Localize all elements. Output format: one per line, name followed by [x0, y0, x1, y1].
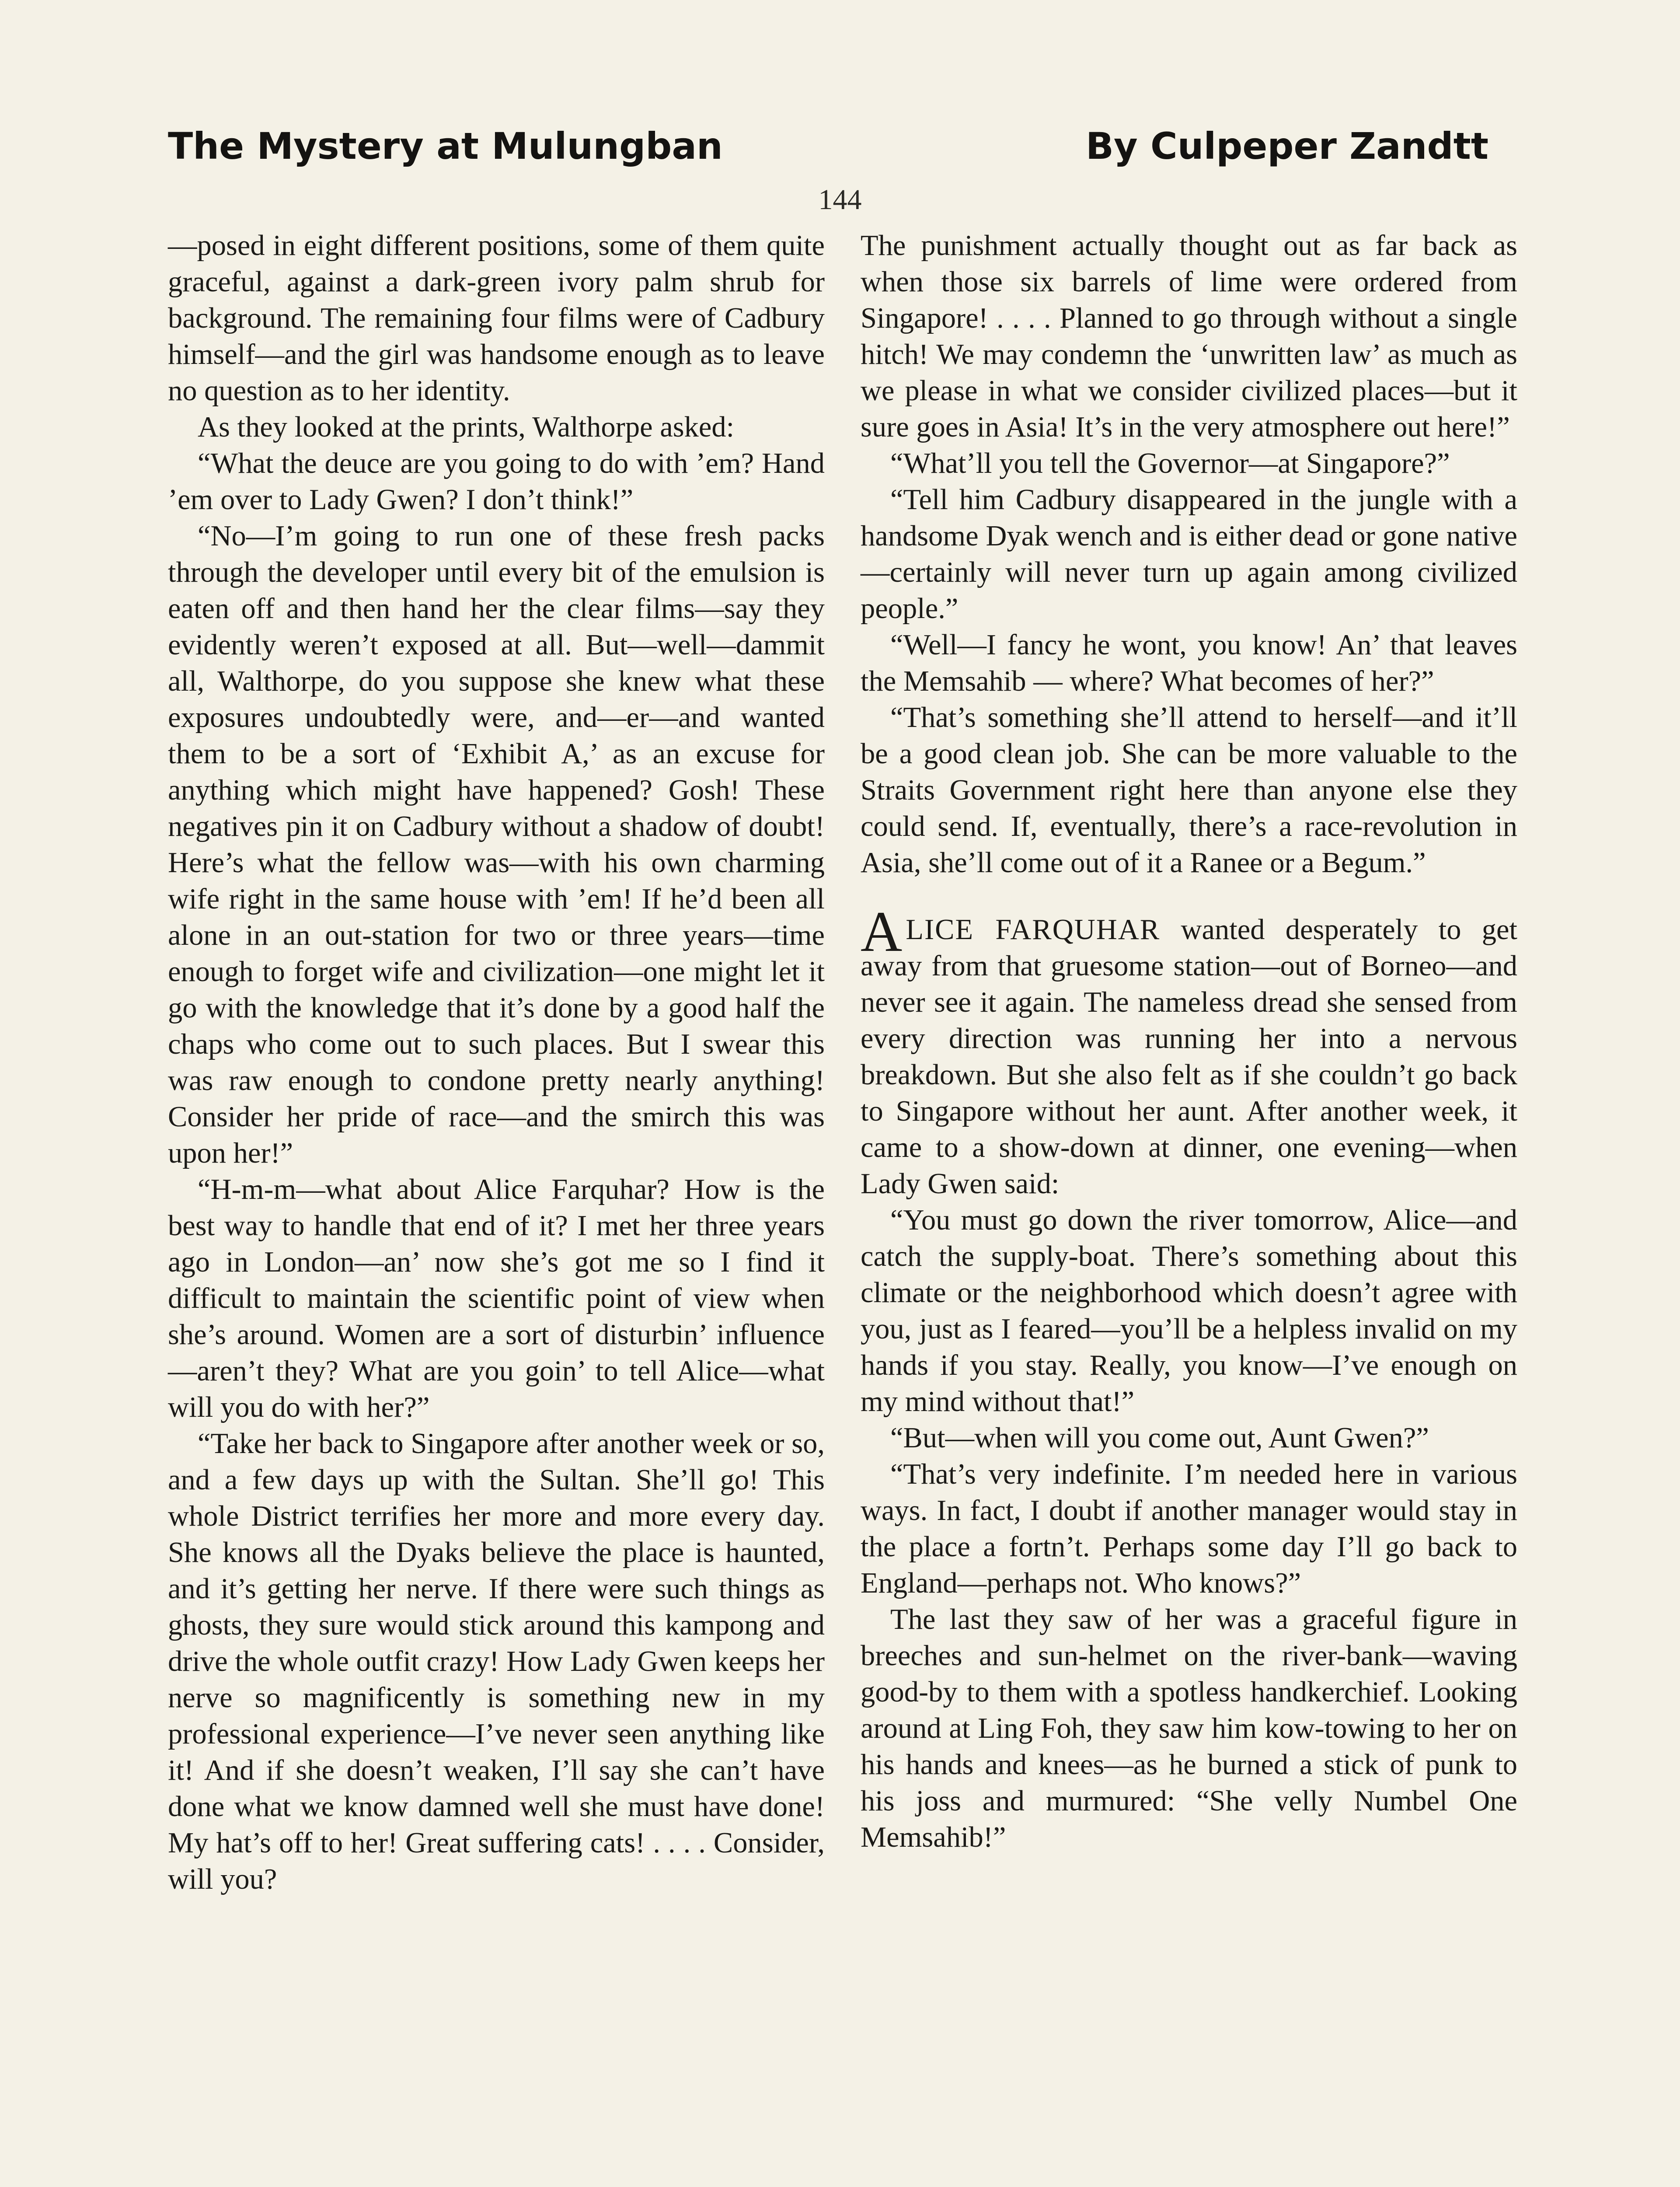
left-column: [168, 227, 825, 1897]
page-number: 144: [818, 184, 862, 216]
paragraph: “No—I’m going to run one of these fresh packs through the developer until every bit of the emulsion is eaten off and then hand her the clear films—say they evidently weren’t exposed at all. But—well—dammit all, Walthorpe, do you suppose she knew what these exposures undoubtedly were, and—er—and wanted them to be a sort of ‘Exhibit A,’ as an excuse for anything which might have happened? Gosh! These negatives pin it on Cadbury without a shadow of doubt! Here’s what the fellow was—with his own charming wife right in the same house with ’em! If he’d been all alone in an out-station for two or three years—time enough to forget wife and civilization—one might let it go with the knowledge that it’s done by a good half the chaps who come out to such places. But I swear this was raw enough to condone pretty nearly anything! Consider her pride of race—and the smirch this was upon her!”: [168, 520, 825, 1169]
paragraph: “H-m-m—what about Alice Farquhar? How is the best way to handle that end of it? I met her three years ago in London—an’ now she’s got me so I find it difficult to maintain the scientific point of view when she’s around. Women are a sort of disturbin’ influence—aren’t they? What are you goin’ to tell Alice—what will you do with her?”: [168, 1174, 825, 1423]
small-caps-lead: LICE FARQUHAR: [906, 914, 1161, 946]
paragraph: The punishment actually thought out as far back as when those six barrels of lime were ordered from Singapore! . . . . Planned to go through without a single hitch! We may condemn the ‘unwritten law’ as much as we please in what we consider civilized places—but it sure goes in Asia! It’s in the very atmosphere out here!”: [861, 230, 1517, 443]
story-title: The Mystery at Mulungban: [168, 125, 723, 168]
section-opening-paragraph: ALICE FARQUHAR wanted desperately to get away from that gruesome station—out of Borneo—and never see it again. The nameless dread she sensed from every direction was running her into a nervous breakdown. But she also felt as if she couldn’t go back to Singapore without her aunt. After another week, it came to a show-down at dinner, one evening—when Lady Gwen said:: [861, 899, 1517, 1200]
paragraph: As they looked at the prints, Walthorpe asked:: [198, 411, 735, 443]
story-author: By Culpeper Zandtt: [1086, 125, 1488, 168]
paragraph: The last they saw of her was a graceful figure in breeches and sun-helmet on the river-bank—waving good-by to them with a spotless handkerchief. Looking around at Ling Foh, they saw him kow-towing to her on his hands and knees—as he burned a stick of punk to his joss and murmured: “She velly Numbel One Memsahib!”: [861, 1604, 1517, 1853]
paragraph: “What the deuce are you going to do with ’em? Hand ’em over to Lady Gwen? I don’t think!”: [168, 447, 825, 516]
paragraph: “But—when will you come out, Aunt Gwen?”: [890, 1422, 1429, 1454]
paragraph: “Well—I fancy he wont, you know! An’ that leaves the Memsahib — where? What becomes of her?”: [861, 629, 1517, 697]
drop-cap: A: [861, 899, 903, 964]
paragraph: “That’s something she’ll attend to herself—and it’ll be a good clean job. She can be more valuable to the Straits Government right here than anyone else they could send. If, eventually, there’s a race-revolution in Asia, she’ll come out of it a Ranee or a Begum.”: [861, 702, 1517, 879]
paragraph: “Take her back to Singapore after another week or so, and a few days up with the Sultan. She’ll go! This whole District terrifies her more and more every day. She knows all the Dyaks believe the place is haunted, and it’s getting her nerve. If there were such things as ghosts, they sure would stick around this kampong and drive the whole outfit crazy! How Lady Gwen keeps her nerve so magnificently is something new in my professional experience—I’ve never seen anything like it! And if she doesn’t weaken, I’ll say she can’t have done what we know damned well she must have done! My hat’s off to her! Great suffering cats! . . . . Consider, will you?: [168, 1428, 825, 1895]
paragraph: —posed in eight different positions, some of them quite graceful, against a dark-green ivory palm shrub for background. The remaining four films were of Cadbury himself—and the girl was handsome enough as to leave no question as to her identity.: [168, 230, 825, 407]
right-column: [861, 227, 1517, 1855]
paragraph: “What’ll you tell the Governor—at Singapore?”: [890, 447, 1450, 479]
paragraph: “You must go down the river tomorrow, Alice—and catch the supply-boat. There’s something about this climate or the neighborhood which doesn’t agree with you, just as I feared—you’ll be a helpless invalid on my hands if you stay. Really, you know—I’ve enough on my mind without that!”: [861, 1204, 1517, 1418]
paragraph: “Tell him Cadbury disappeared in the jungle with a handsome Dyak wench and is either dead or gone native—certainly will never turn up again among civilized people.”: [861, 484, 1517, 625]
paragraph: “That’s very indefinite. I’m needed here in various ways. In fact, I doubt if another manager would stay in the place a fortn’t. Perhaps some day I’ll go back to England—perhaps not. Who knows?”: [861, 1458, 1517, 1599]
